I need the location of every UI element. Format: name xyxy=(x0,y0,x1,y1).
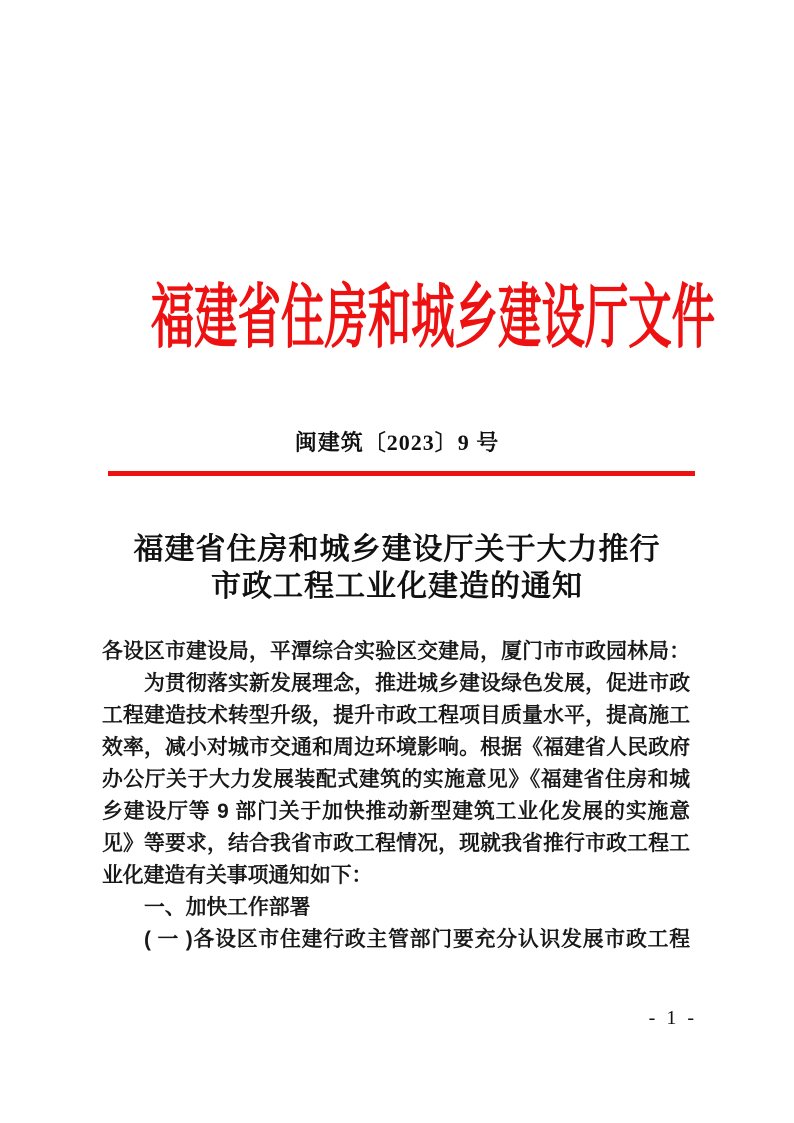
body-line: 为贯彻落实新发展理念，推进城乡建设绿色发展，促进市政 xyxy=(144,672,690,695)
document-title-line2: 市政工程工业化建造的通知 xyxy=(211,570,583,603)
page-number: - 1 - xyxy=(648,1007,697,1029)
document-title xyxy=(0,531,794,605)
body-line: 办公厅关于大力发展装配式建筑的实施意见》《福建省住房和城 xyxy=(102,768,690,791)
red-letterhead-title: 福建省住房和城乡建设厅文件 xyxy=(150,280,716,357)
body-line: 乡建设厅等 9 部门关于加快推动新型建筑工业化发展的实施意 xyxy=(102,800,690,823)
document-number: 闽建筑〔2023〕9 号 xyxy=(294,430,500,455)
document-body xyxy=(102,636,690,956)
body-line: ( 一 )各设区市住建行政主管部门要充分认识发展市政工程 xyxy=(144,928,690,951)
body-line: 一、加快工作部署 xyxy=(144,896,311,919)
red-divider-line xyxy=(108,471,695,476)
document-title-line1: 福建省住房和城乡建设厅关于大力推行 xyxy=(133,533,661,566)
body-line: 效率，减小对城市交通和周边环境影响。根据《福建省人民政府 xyxy=(102,736,690,759)
body-line: 业化建造有关事项通知如下： xyxy=(102,864,373,887)
body-line: 工程建造技术转型升级，提升市政工程项目质量水平，提高施工 xyxy=(102,704,690,727)
body-line: 见》等要求，结合我省市政工程情况，现就我省推行市政工程工 xyxy=(102,832,690,855)
body-line: 各设区市建设局，平潭综合实验区交建局，厦门市市政园林局： xyxy=(102,640,690,663)
